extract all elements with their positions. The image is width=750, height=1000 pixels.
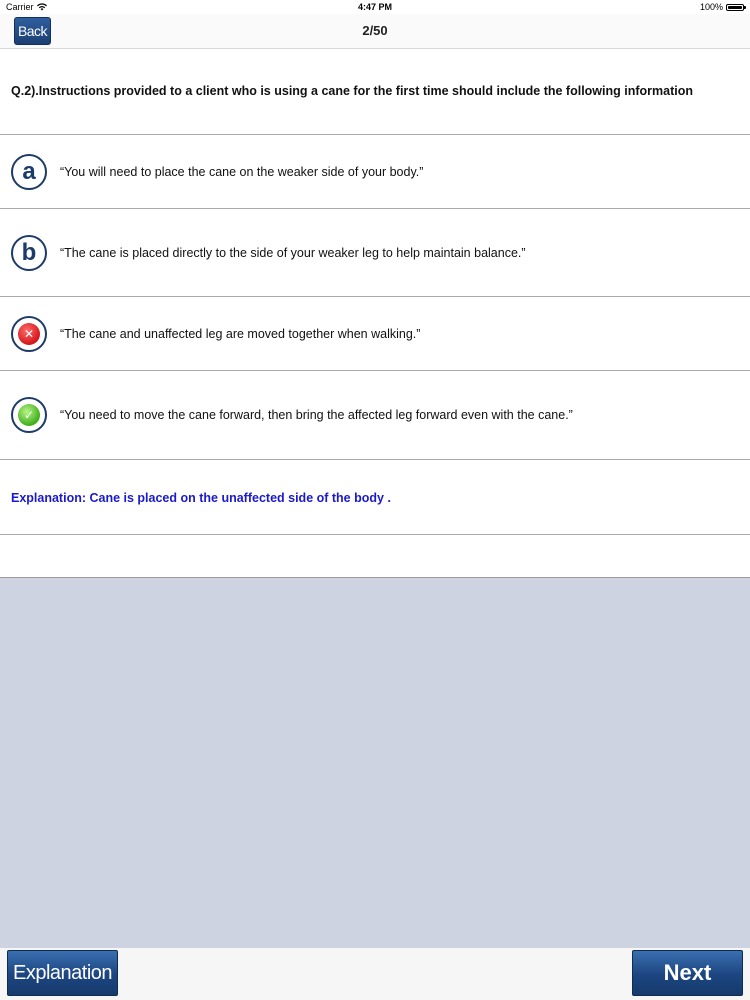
option-b-badge-icon: b	[11, 235, 47, 271]
explanation-text: Explanation: Cane is placed on the unaffected side of the body .	[0, 460, 750, 535]
option-b-text: “The cane is placed directly to the side of your weaker leg to help maintain balance.”	[60, 245, 526, 260]
option-a-text: “You will need to place the cane on the weaker side of your body.”	[60, 164, 424, 179]
option-c-text: “The cane and unaffected leg are moved together when walking.”	[60, 326, 421, 341]
back-button[interactable]: Back	[14, 17, 51, 45]
empty-row	[0, 535, 750, 578]
page-counter: 2/50	[362, 23, 388, 38]
battery-indicator	[700, 2, 744, 12]
option-a-badge-icon: a	[11, 154, 47, 190]
bottom-toolbar	[0, 948, 750, 1000]
navigation-bar	[0, 14, 750, 49]
option-d-text: “You need to move the cane forward, then bring the affected leg forward even with the cane.”	[60, 408, 573, 422]
option-a[interactable]	[0, 135, 750, 209]
option-d-badge	[11, 397, 47, 433]
clock: 4:47 PM	[357, 2, 392, 12]
status-bar	[0, 0, 750, 14]
option-b[interactable]	[0, 209, 750, 297]
wrong-answer-icon: ✕	[18, 323, 40, 345]
battery-icon	[726, 4, 744, 11]
question-text: Q.2).Instructions provided to a client who is using a cane for the first time should include the following information	[0, 48, 750, 135]
option-c[interactable]	[0, 297, 750, 371]
battery-percent: 100%	[699, 2, 723, 12]
next-button[interactable]: Next	[632, 950, 743, 996]
explanation-button[interactable]: Explanation	[7, 950, 118, 996]
correct-answer-icon: ✓	[18, 404, 40, 426]
carrier-label: Carrier	[6, 2, 34, 12]
empty-content-area	[0, 578, 750, 948]
option-d[interactable]	[0, 371, 750, 460]
option-c-badge	[11, 316, 47, 352]
